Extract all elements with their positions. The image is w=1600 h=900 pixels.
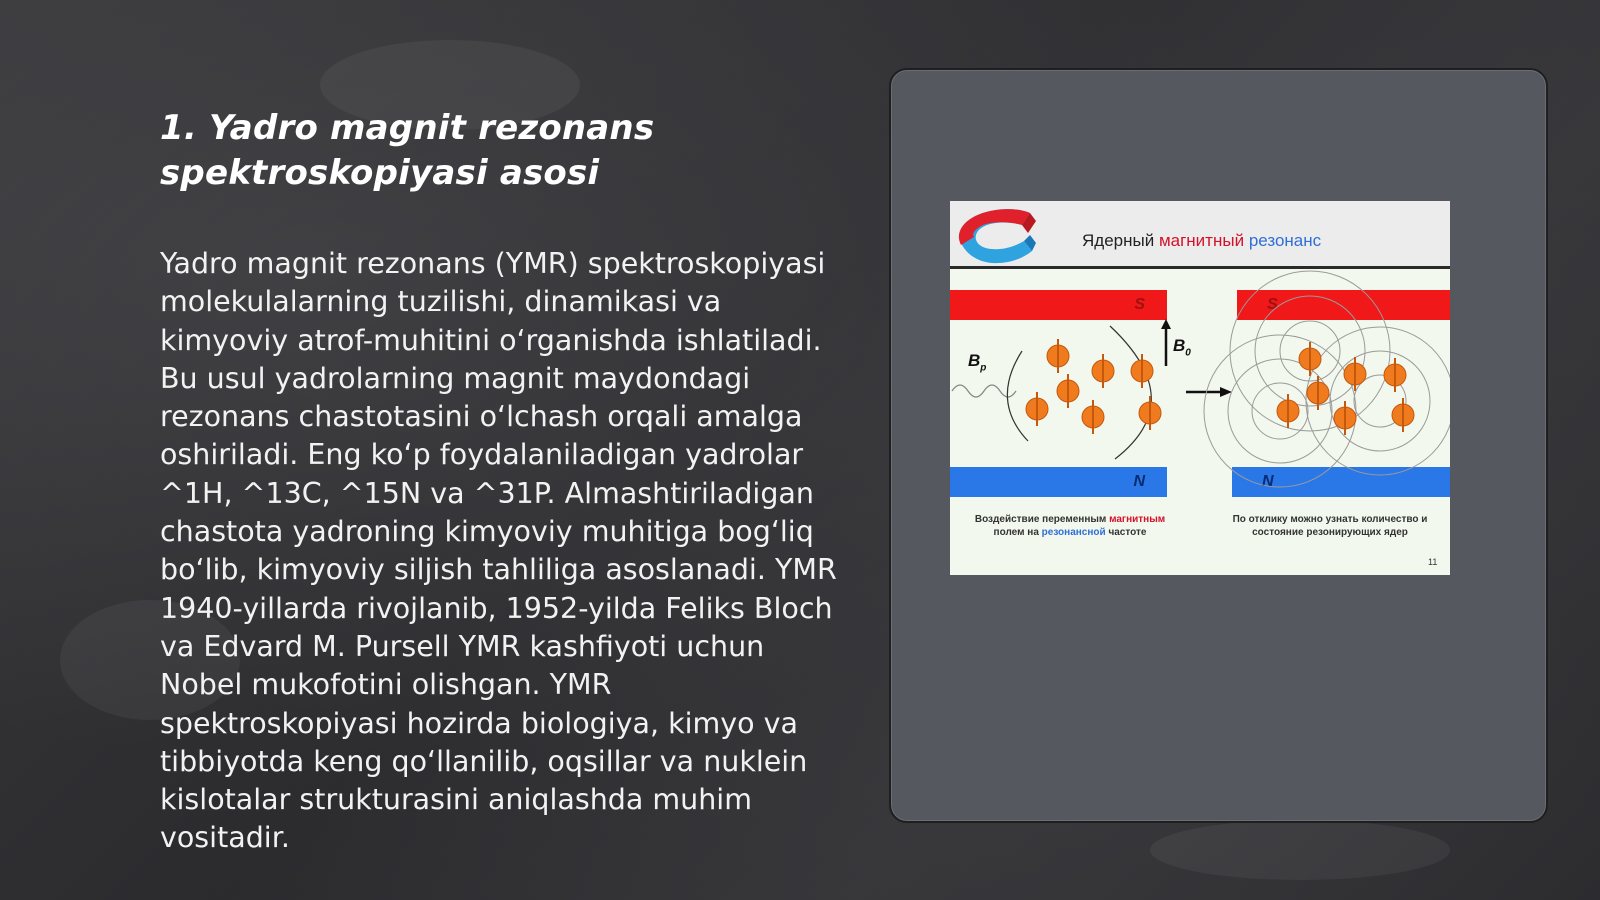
figure-title-part: Ядерный [1082,231,1155,250]
caption-left: Воздействие переменным магнитным полем на резонансной частоте [974,514,1166,538]
figure-page-number: 11 [1428,557,1438,567]
rf-wave [952,385,1016,397]
label-bp: $B_p$ [968,351,987,374]
chalk-texture [1150,820,1450,880]
field-line [1110,326,1151,459]
magnet-pole-s-left: S [950,290,1167,320]
figure-title-part: резонанс [1248,231,1322,250]
magnet-pole-s-right: S [1237,290,1450,320]
figure-title-part: магнитный [1158,231,1245,250]
arrow-right-icon [1186,387,1232,397]
arrow-up-icon [1161,319,1171,366]
label-b0: $B_0$ [1173,336,1191,359]
magnet-pole-n-right: N [1232,467,1450,497]
caption-right: По отклику можно узнать количество и состояние резонирующих ядер [1232,514,1428,538]
slide-title: 1. Yadro magnit rezonans spektroskopiyasi asosi [160,108,655,193]
resonance-rings [1204,271,1450,487]
nmr-figure [950,201,1450,575]
magnet-pole-n-left: N [950,467,1167,497]
slide-body-text: Yadro magnit rezonans (YMR) spektroskopiyasi molekulalarning tuzilishi, dinamikasi va kimyoviy atrof-muhitini o‘rganishda ishlatiladi. Bu usul yadrolarning magnit maydondagi rezonans chastotasini o‘lchash orqali amalga oshiriladi. Eng ko‘p foydalaniladigan yadrolar ^1H, ^13C, ^15N va ^31P. Almashtiriladigan chastota yadroning kimyoviy muhitiga bog‘liq bo‘lib, kimyoviy siljish tahliliga asoslanadi. YMR 1940-yillarda rivojlanib, 1952-yilda Feliks Bloch va Edvard M. Pursell YMR kashfiyoti uchun Nobel mukofotini olishgan. YMR spektroskopiyasi hozirda biologiya, kimyo va tibbiyotda keng qo‘llanilib, oqsillar va nuklein kislotalar strukturasini aniqlashda muhim vositadir. [160,247,837,855]
